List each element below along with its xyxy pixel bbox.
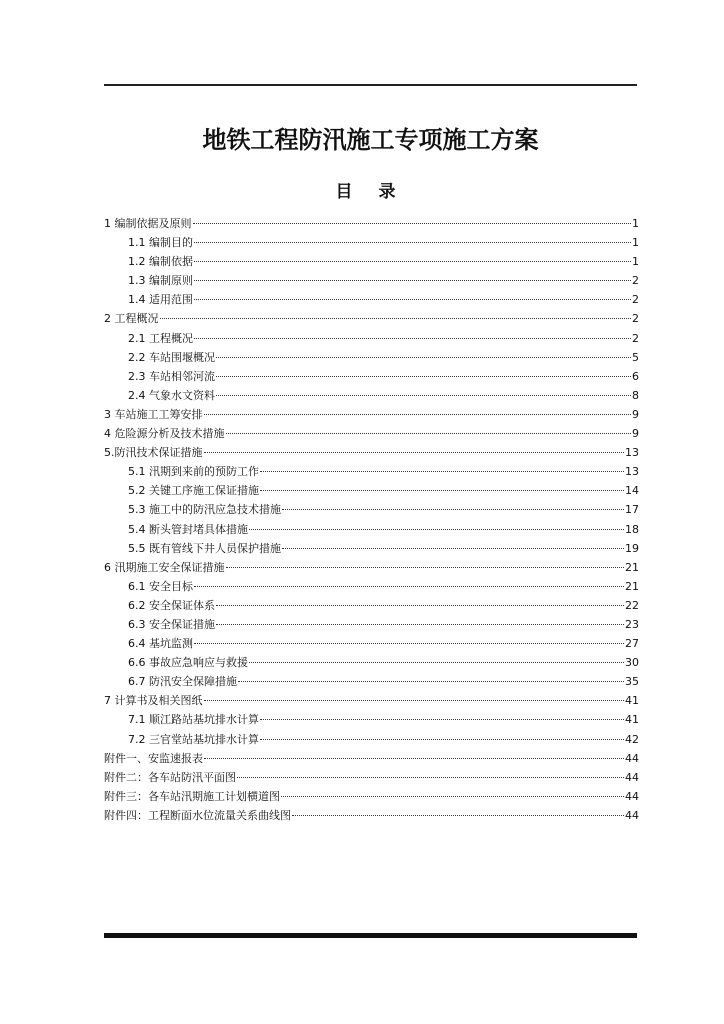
toc-entry[interactable] — [104, 806, 639, 825]
toc-entry-label: 5.防汛技术保证措施 — [104, 446, 203, 460]
toc-entry-label: 7.1 顺江路站基坑排水计算 — [128, 713, 259, 727]
toc-entry-page: 21 — [625, 560, 639, 574]
toc-entry-label: 7.2 三官堂站基坑排水计算 — [128, 732, 259, 746]
toc-entry-page: 1 — [632, 217, 639, 230]
toc-entry[interactable] — [104, 500, 639, 519]
toc-dot-leader — [249, 653, 624, 663]
toc-entry-page: 9 — [632, 427, 639, 441]
toc-entry[interactable] — [104, 539, 639, 558]
toc-dot-leader — [194, 329, 631, 339]
toc-entry-page: 35 — [625, 675, 639, 689]
toc-dot-leader — [281, 787, 624, 797]
toc-entry-label: 附件四：工程断面水位流量关系曲线图 — [104, 808, 291, 822]
toc-entry-label: 1.3 编制原则 — [128, 274, 193, 288]
toc-entry-label: 6.7 防汛安全保障措施 — [128, 675, 237, 689]
toc-entry-page: 44 — [625, 751, 639, 765]
toc-entry-label: 7 计算书及相关图纸 — [104, 694, 203, 708]
toc-entry-label: 6.2 安全保证体系 — [128, 598, 215, 612]
toc-entry[interactable] — [104, 252, 639, 271]
toc-entry-label: 2.2 车站围堰概况 — [128, 350, 215, 364]
toc-dot-leader — [216, 348, 631, 358]
toc-entry[interactable] — [104, 653, 639, 672]
toc-entry-label: 2 工程概况 — [104, 312, 159, 326]
toc-entry-page: 42 — [625, 732, 639, 746]
toc-dot-leader — [282, 539, 624, 549]
toc-dot-leader — [226, 558, 625, 568]
toc-entry-label: 2.4 气象水文资料 — [128, 388, 215, 402]
toc-dot-leader — [204, 443, 625, 453]
toc-entry-label: 附件三：各车站汛期施工计划横道图 — [104, 789, 280, 803]
toc-entry-label: 2.3 车站相邻河流 — [128, 369, 215, 383]
toc-entry-page: 30 — [625, 656, 639, 670]
toc-dot-leader — [204, 691, 625, 701]
toc-entry[interactable] — [104, 768, 639, 787]
toc-entry[interactable] — [104, 615, 639, 634]
toc-dot-leader — [194, 233, 631, 243]
toc-entry-page: 9 — [632, 407, 639, 421]
toc-dot-leader — [238, 672, 624, 682]
toc-entry-label: 4 危险源分析及技术措施 — [104, 427, 225, 441]
toc-entry-page: 23 — [625, 617, 639, 631]
toc-entry[interactable] — [104, 710, 639, 729]
toc-dot-leader — [160, 309, 632, 319]
toc-entry[interactable] — [104, 386, 639, 405]
toc-entry-page: 2 — [632, 331, 639, 345]
toc-dot-leader — [216, 615, 624, 625]
toc-entry-page: 22 — [625, 598, 639, 612]
toc-entry-page: 6 — [632, 369, 639, 383]
toc-entry-page: 18 — [625, 522, 639, 536]
toc-entry-page: 44 — [625, 789, 639, 803]
toc-entry[interactable] — [104, 596, 639, 615]
toc-entry[interactable] — [104, 233, 639, 252]
toc-dot-leader — [194, 634, 624, 644]
toc-entry-page: 41 — [625, 694, 639, 708]
toc-entry-page: 14 — [625, 484, 639, 498]
toc-entry[interactable] — [104, 520, 639, 539]
footer-rule — [104, 933, 637, 938]
toc-entry-page: 2 — [632, 312, 639, 326]
toc-entry[interactable] — [104, 787, 639, 806]
toc-entry[interactable] — [104, 749, 639, 768]
toc-entry-page: 2 — [632, 274, 639, 288]
toc-entry[interactable] — [104, 672, 639, 691]
toc-entry[interactable] — [104, 481, 639, 500]
toc-entry-label: 1.2 编制依据 — [128, 255, 193, 269]
toc-entry[interactable] — [104, 558, 639, 577]
toc-dot-leader — [194, 290, 631, 300]
toc-entry-label: 6.3 安全保证措施 — [128, 617, 215, 631]
toc-entry-label: 6.6 事故应急响应与救援 — [128, 656, 248, 670]
toc-dot-leader — [260, 710, 624, 720]
toc-entry-label: 5.4 断头管封堵具体措施 — [128, 522, 248, 536]
toc-entry-label: 1.1 编制目的 — [128, 236, 193, 250]
toc-entry[interactable] — [104, 730, 639, 749]
toc-entry-page: 27 — [625, 637, 639, 651]
toc-entry[interactable] — [104, 309, 639, 328]
toc-entry-page: 44 — [625, 770, 639, 784]
table-of-contents — [104, 214, 639, 825]
toc-entry[interactable] — [104, 405, 639, 424]
toc-entry[interactable] — [104, 634, 639, 653]
toc-entry-page: 44 — [625, 808, 639, 822]
toc-entry[interactable] — [104, 577, 639, 596]
toc-entry-label: 1 编制依据及原则 — [104, 217, 192, 230]
toc-entry-page: 13 — [625, 465, 639, 479]
header-rule — [104, 84, 637, 86]
toc-entry[interactable] — [104, 290, 639, 309]
document-title: 地铁工程防汛施工专项施工方案 — [202, 126, 539, 154]
toc-entry[interactable] — [104, 691, 639, 710]
toc-entry-page: 13 — [625, 446, 639, 460]
toc-dot-leader — [194, 577, 624, 587]
toc-entry[interactable] — [104, 214, 639, 233]
toc-entry-page: 17 — [625, 503, 639, 517]
toc-dot-leader — [216, 367, 631, 377]
toc-dot-leader — [292, 806, 624, 816]
toc-entry-label: 6.4 基坑监测 — [128, 637, 193, 651]
toc-entry-label: 5.2 关键工序施工保证措施 — [128, 484, 259, 498]
toc-dot-leader — [216, 596, 624, 606]
toc-entry-page: 2 — [632, 293, 639, 307]
toc-entry-page: 1 — [632, 255, 639, 269]
toc-entry[interactable] — [104, 424, 639, 443]
toc-dot-leader — [204, 405, 632, 415]
toc-dot-leader — [204, 749, 624, 759]
toc-dot-leader — [249, 520, 624, 530]
toc-entry-page: 1 — [632, 236, 639, 250]
toc-entry[interactable] — [104, 271, 639, 290]
toc-entry[interactable] — [104, 462, 639, 481]
toc-entry-label: 附件一、安监速报表 — [104, 751, 203, 765]
toc-entry-label: 5.3 施工中的防汛应急技术措施 — [128, 503, 281, 517]
toc-entry-label: 6.1 安全目标 — [128, 579, 193, 593]
toc-entry-label: 2.1 工程概况 — [128, 331, 193, 345]
toc-dot-leader — [193, 214, 632, 224]
toc-dot-leader — [237, 768, 624, 778]
toc-entry-label: 6 汛期施工安全保证措施 — [104, 560, 225, 574]
toc-entry[interactable] — [104, 443, 639, 462]
toc-dot-leader — [194, 271, 631, 281]
toc-dot-leader — [282, 500, 624, 510]
toc-entry[interactable] — [104, 329, 639, 348]
toc-entry-page: 5 — [632, 350, 639, 364]
toc-dot-leader — [226, 424, 632, 434]
toc-entry-page: 41 — [625, 713, 639, 727]
toc-entry-page: 8 — [632, 388, 639, 402]
toc-dot-leader — [260, 462, 624, 472]
toc-dot-leader — [260, 730, 624, 740]
toc-entry-label: 1.4 适用范围 — [128, 293, 193, 307]
toc-dot-leader — [260, 481, 624, 491]
toc-dot-leader — [216, 386, 631, 396]
toc-entry-page: 21 — [625, 579, 639, 593]
toc-entry-label: 5.5 既有管线下井人员保护措施 — [128, 541, 281, 555]
toc-entry[interactable] — [104, 367, 639, 386]
toc-entry-label: 5.1 汛期到来前的预防工作 — [128, 465, 259, 479]
toc-entry-page: 19 — [625, 541, 639, 555]
toc-entry-label: 3 车站施工工筹安排 — [104, 407, 203, 421]
toc-dot-leader — [194, 252, 631, 262]
toc-heading: 目 录 — [335, 182, 406, 202]
toc-entry-label: 附件二：各车站防汛平面图 — [104, 770, 236, 784]
toc-entry[interactable] — [104, 348, 639, 367]
